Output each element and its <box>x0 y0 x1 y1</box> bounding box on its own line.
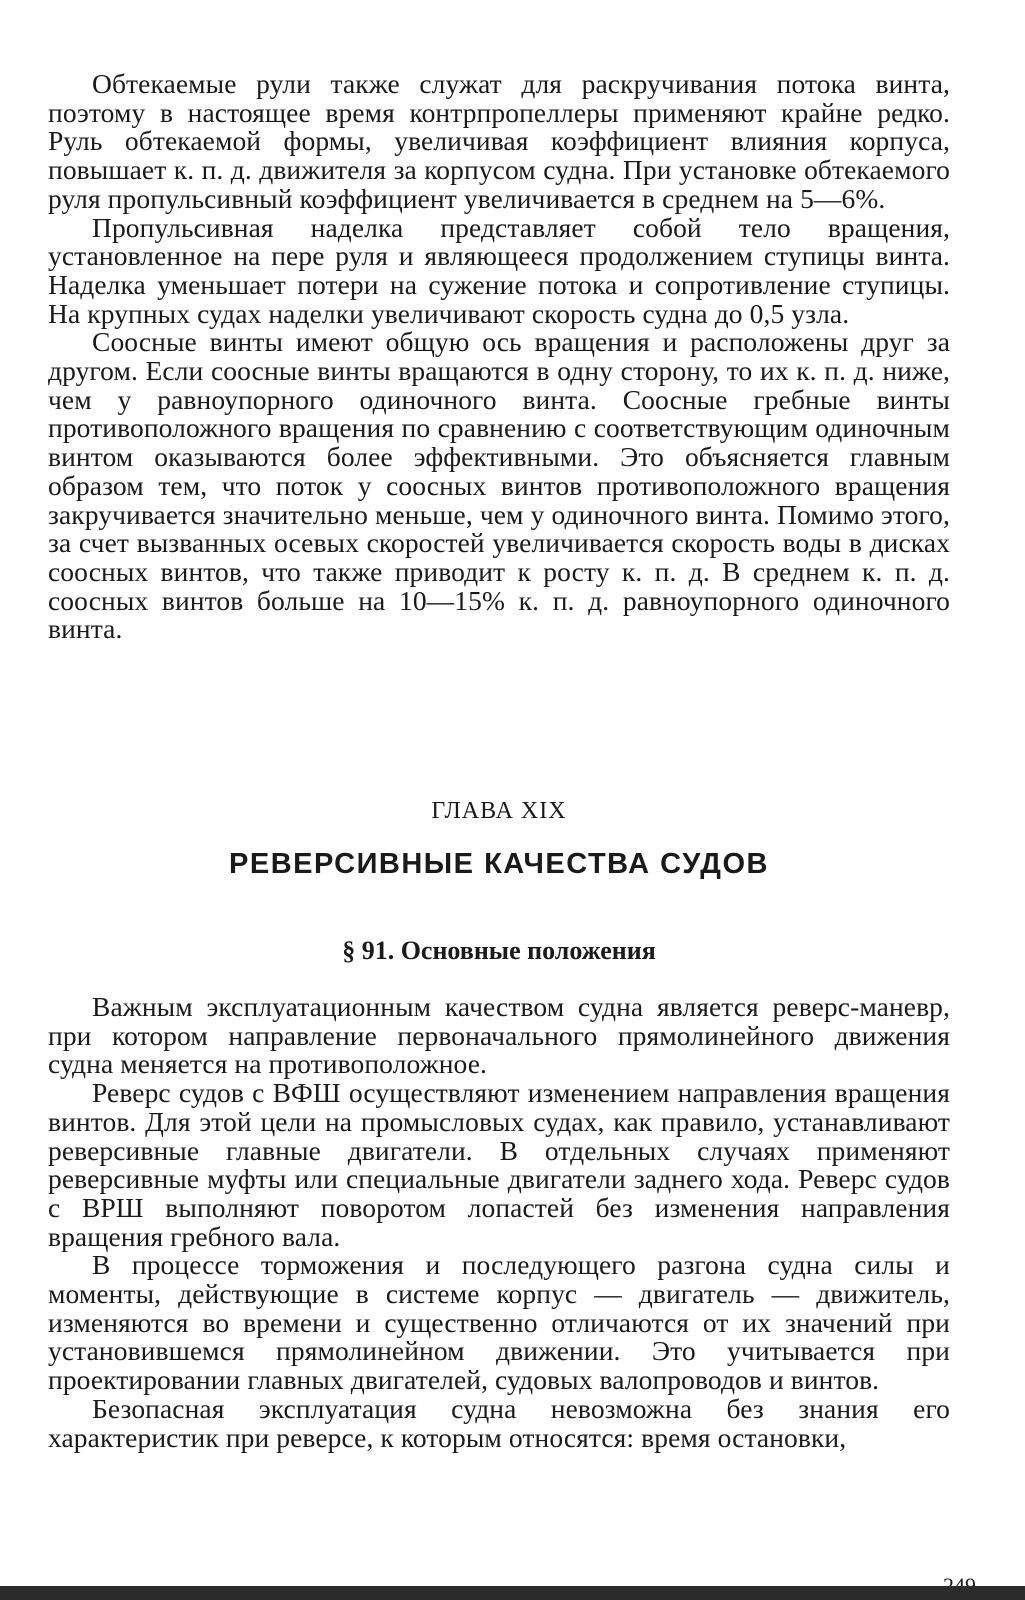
chapter-label: ГЛАВА XIX <box>431 798 567 824</box>
paragraph-propulsive-bulb: Пропульсивная наделка представляет собой тело вращения, установленное на пере руля и являющееся продолжением ступицы винта. Наделка уменьшает потери на сужение потока и сопротивление ступицы. На крупных судах наделки увеличивают скорость судна до 0,5 узла. <box>48 211 950 329</box>
paragraph-streamlined-rudders: Обтекаемые рули также служат для раскручивания потока винта, поэтому в настоящее время контрпропеллеры применяют крайне редко. Руль обтекаемой формы, увеличивая коэффициент влияния корпуса, повышает к. п. д. движителя за корпусом судна. При установке обтекаемого руля пропульсивный коэффициент увеличивается в среднем на 5—6%. <box>48 68 950 214</box>
scan-bottom-edge <box>0 1586 1025 1600</box>
text-block-bottom <box>48 993 950 1452</box>
text-block-top <box>48 70 950 644</box>
paragraph-braking-forces: В процессе торможения и последующего разгона судна силы и моменты, действующие в системе корпус — двигатель — движитель, изменяются во времени и существенно отличаются от их значений при установившемся прямолинейном движении. Это учитывается при проектировании главных двигателей, судовых валопроводов и винтов. <box>48 1249 950 1396</box>
chapter-title: РЕВЕРСИВНЫЕ КАЧЕСТВА СУДОВ <box>229 848 769 880</box>
section-title: § 91. Основные положения <box>342 936 656 965</box>
paragraph-fixed-pitch-reverse: Реверс судов с ВФШ осуществляют изменением направления вращения винтов. Для этой цели на промысловых судах, как правило, устанавливают реверсивные главные двигатели. В отдельных случаях применяют реверсивные муфты или специальные двигатели заднего хода. Реверс судов с ВРШ выполняют поворотом лопастей без изменения направления вращения гребного вала. <box>48 1077 950 1252</box>
paragraph-coaxial-propellers: Соосные винты имеют общую ось вращения и расположены друг за другом. Если соосные винты вращаются в одну сторону, то их к. п. д. ниже, чем у равноупорного одиночного винта. Соосные гребные винты противоположного вращения по сравнению с соответствующим одиночным винтом оказываются более эффективными. Это объясняется главным образом тем, что поток у соосных винтов противоположного вращения закручивается значительно меньше, чем у одиночного винта. Помимо этого, за счет вызванных осевых скоростей увеличивается скорость воды в дисках соосных винтов, что также приводит к росту к. п. д. В среднем к. п. д. соосных винтов больше на 10—15% к. п. д. равноупорного одиночного винта. <box>48 326 950 645</box>
paragraph-safe-operation: Безопасная эксплуатация судна невозможна без знания его характеристик при реверсе, к которым относятся: время остановки, <box>48 1392 950 1453</box>
paragraph-reverse-maneuver: Важным эксплуатационным качеством судна является реверс-маневр, при котором направление первоначального прямолинейного движения судна меняется на противоположное. <box>48 991 950 1080</box>
